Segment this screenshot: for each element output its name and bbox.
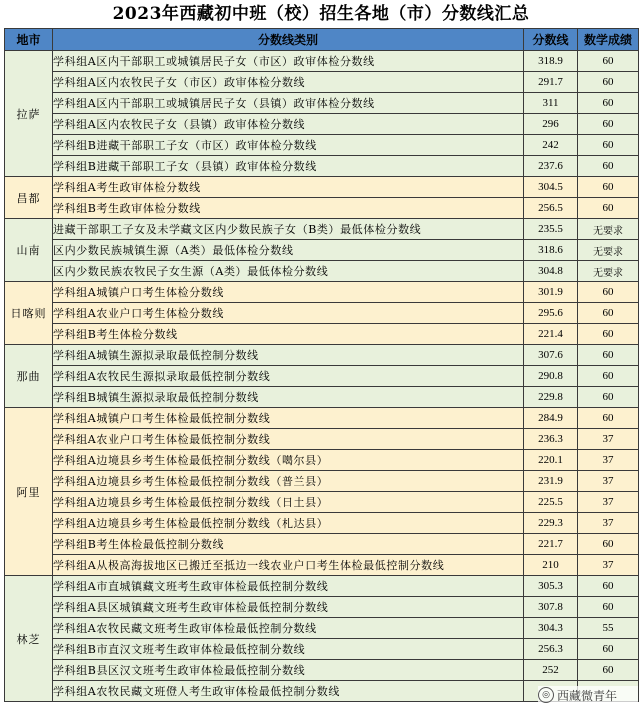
category-cell: 学科组A区内农牧民子女（县镇）政审体检分数线 [53,114,524,135]
math-cell: 60 [578,135,639,156]
category-cell: 学科组B考生体检最低控制分数线 [53,534,524,555]
category-cell: 学科组A城镇生源拟录取最低控制分数线 [53,345,524,366]
math-cell: 60 [578,345,639,366]
math-cell: 60 [578,114,639,135]
table-row [5,471,639,492]
score-cell: 256.3 [524,639,578,660]
category-cell: 学科组A区内干部职工或城镇居民子女（县镇）政审体检分数线 [53,93,524,114]
score-cell: 296 [524,114,578,135]
math-cell: 37 [578,555,639,576]
score-cell: 242 [524,135,578,156]
category-cell: 学科组A区内农牧民子女（市区）政审体检分数线 [53,72,524,93]
math-cell: 60 [578,534,639,555]
math-cell: 60 [578,156,639,177]
math-cell: 37 [578,450,639,471]
math-cell: 60 [578,177,639,198]
category-cell: 学科组A农牧民藏文班僜人考生政审体检最低控制分数线 [53,681,524,702]
score-cell: 237.6 [524,156,578,177]
score-cell: 210 [524,555,578,576]
category-cell: 学科组A农牧民生源拟录取最低控制分数线 [53,366,524,387]
category-cell: 进藏干部职工子女及未学藏文区内少数民族子女（B类）最低体检分数线 [53,219,524,240]
score-cell: 304.5 [524,177,578,198]
header-score: 分数线 [524,29,578,51]
math-cell: 无要求 [578,261,639,282]
category-cell: 学科组A农业户口考生体检最低控制分数线 [53,429,524,450]
table-row [5,114,639,135]
table-row [5,387,639,408]
city-cell: 阿里 [5,408,53,576]
score-cell: 305.3 [524,576,578,597]
score-cell: 225.5 [524,492,578,513]
table-row [5,450,639,471]
math-cell: 37 [578,492,639,513]
math-cell: 60 [578,72,639,93]
header-category: 分数线类别 [53,29,524,51]
table-body [5,51,639,702]
score-cell: 311 [524,93,578,114]
score-cell: 220.1 [524,450,578,471]
header-math: 数学成绩 [578,29,639,51]
table-row [5,618,639,639]
math-cell: 60 [578,324,639,345]
score-cell: 291.7 [524,72,578,93]
score-cell: 221.4 [524,324,578,345]
header-city: 地市 [5,29,53,51]
score-cell: 256.5 [524,198,578,219]
table-header-row [5,29,639,51]
watermark-text: 西藏微青年 [557,688,618,703]
score-cell: 236.3 [524,429,578,450]
score-cell: 235.5 [524,219,578,240]
category-cell: 学科组B城镇生源拟录取最低控制分数线 [53,387,524,408]
math-cell: 37 [578,429,639,450]
table-row [5,198,639,219]
math-cell: 60 [578,303,639,324]
table-row [5,429,639,450]
math-cell: 37 [578,513,639,534]
math-cell: 37 [578,471,639,492]
score-cell: 304.8 [524,261,578,282]
table-row [5,303,639,324]
math-cell: 60 [578,660,639,681]
category-cell: 学科组A区内干部职工或城镇居民子女（市区）政审体检分数线 [53,51,524,72]
city-cell: 日喀则 [5,282,53,345]
table-row [5,261,639,282]
table-row [5,135,639,156]
score-table [4,28,639,702]
table-row [5,345,639,366]
table-row [5,555,639,576]
category-cell: 学科组A边境县乡考生体检最低控制分数线（札达县） [53,513,524,534]
score-cell: 307.6 [524,345,578,366]
math-cell: 60 [578,366,639,387]
category-cell: 学科组A边境县乡考生体检最低控制分数线（噶尔县） [53,450,524,471]
score-cell: 252 [524,660,578,681]
category-cell: 学科组A考生政审体检分数线 [53,177,524,198]
score-cell: 318.6 [524,240,578,261]
category-cell: 学科组B县区汉文班考生政审体检最低控制分数线 [53,660,524,681]
page-title: 2023年西藏初中班（校）招生各地（市）分数线汇总 [112,4,530,24]
category-cell: 学科组A城镇户口考生体检分数线 [53,282,524,303]
category-cell: 学科组B进藏干部职工子女（县镇）政审体检分数线 [53,156,524,177]
math-cell: 60 [578,387,639,408]
category-cell: 学科组B考生体检分数线 [53,324,524,345]
math-cell: 55 [578,618,639,639]
table-row [5,93,639,114]
score-cell: 318.9 [524,51,578,72]
table-row [5,576,639,597]
category-cell: 学科组A边境县乡考生体检最低控制分数线（日土县） [53,492,524,513]
city-cell: 拉萨 [5,51,53,177]
table-row [5,72,639,93]
table-row [5,408,639,429]
score-cell: 229.3 [524,513,578,534]
table-row [5,513,639,534]
math-cell: 60 [578,408,639,429]
table-row [5,492,639,513]
category-cell: 学科组A市直城镇藏文班考生政审体检最低控制分数线 [53,576,524,597]
city-cell: 那曲 [5,345,53,408]
math-cell: 无要求 [578,240,639,261]
score-cell: 221.7 [524,534,578,555]
category-cell: 学科组B进藏干部职工子女（市区）政审体检分数线 [53,135,524,156]
category-cell: 学科组B市直汉文班考生政审体检最低控制分数线 [53,639,524,660]
score-cell: 295.6 [524,303,578,324]
table-row [5,282,639,303]
category-cell: 区内少数民族城镇生源（A类）最低体检分数线 [53,240,524,261]
table-row [5,534,639,555]
category-cell: 学科组B考生政审体检分数线 [53,198,524,219]
category-cell: 学科组A边境县乡考生体检最低控制分数线（普兰县） [53,471,524,492]
table-row [5,240,639,261]
table-row [5,660,639,681]
city-cell: 山南 [5,219,53,282]
wechat-icon: ◎ [538,687,554,703]
category-cell: 区内少数民族农牧民子女生源（A类）最低体检分数线 [53,261,524,282]
table-row [5,597,639,618]
math-cell: 60 [578,198,639,219]
table-row [5,639,639,660]
source-watermark [538,686,638,704]
math-cell: 60 [578,576,639,597]
score-cell: 304.3 [524,618,578,639]
score-cell: 231.9 [524,471,578,492]
city-cell: 昌都 [5,177,53,219]
category-cell: 学科组A从极高海拔地区已搬迁至抵边一线农业户口考生体检最低控制分数线 [53,555,524,576]
score-cell: 307.8 [524,597,578,618]
category-cell: 学科组A城镇户口考生体检最低控制分数线 [53,408,524,429]
math-cell: 60 [578,639,639,660]
category-cell: 学科组A县区城镇藏文班考生政审体检最低控制分数线 [53,597,524,618]
table-row [5,366,639,387]
math-cell: 60 [578,597,639,618]
category-cell: 学科组A农业户口考生体检分数线 [53,303,524,324]
math-cell: 无要求 [578,219,639,240]
table-row [5,156,639,177]
score-cell: 284.9 [524,408,578,429]
score-cell: 229.8 [524,387,578,408]
table-row [5,324,639,345]
category-cell: 学科组A农牧民藏文班考生政审体检最低控制分数线 [53,618,524,639]
score-cell: 301.9 [524,282,578,303]
score-cell: 290.8 [524,366,578,387]
math-cell: 60 [578,51,639,72]
math-cell: 60 [578,93,639,114]
math-cell: 60 [578,282,639,303]
city-cell: 林芝 [5,576,53,702]
table-row [5,51,639,72]
table-row [5,177,639,198]
table-row [5,219,639,240]
